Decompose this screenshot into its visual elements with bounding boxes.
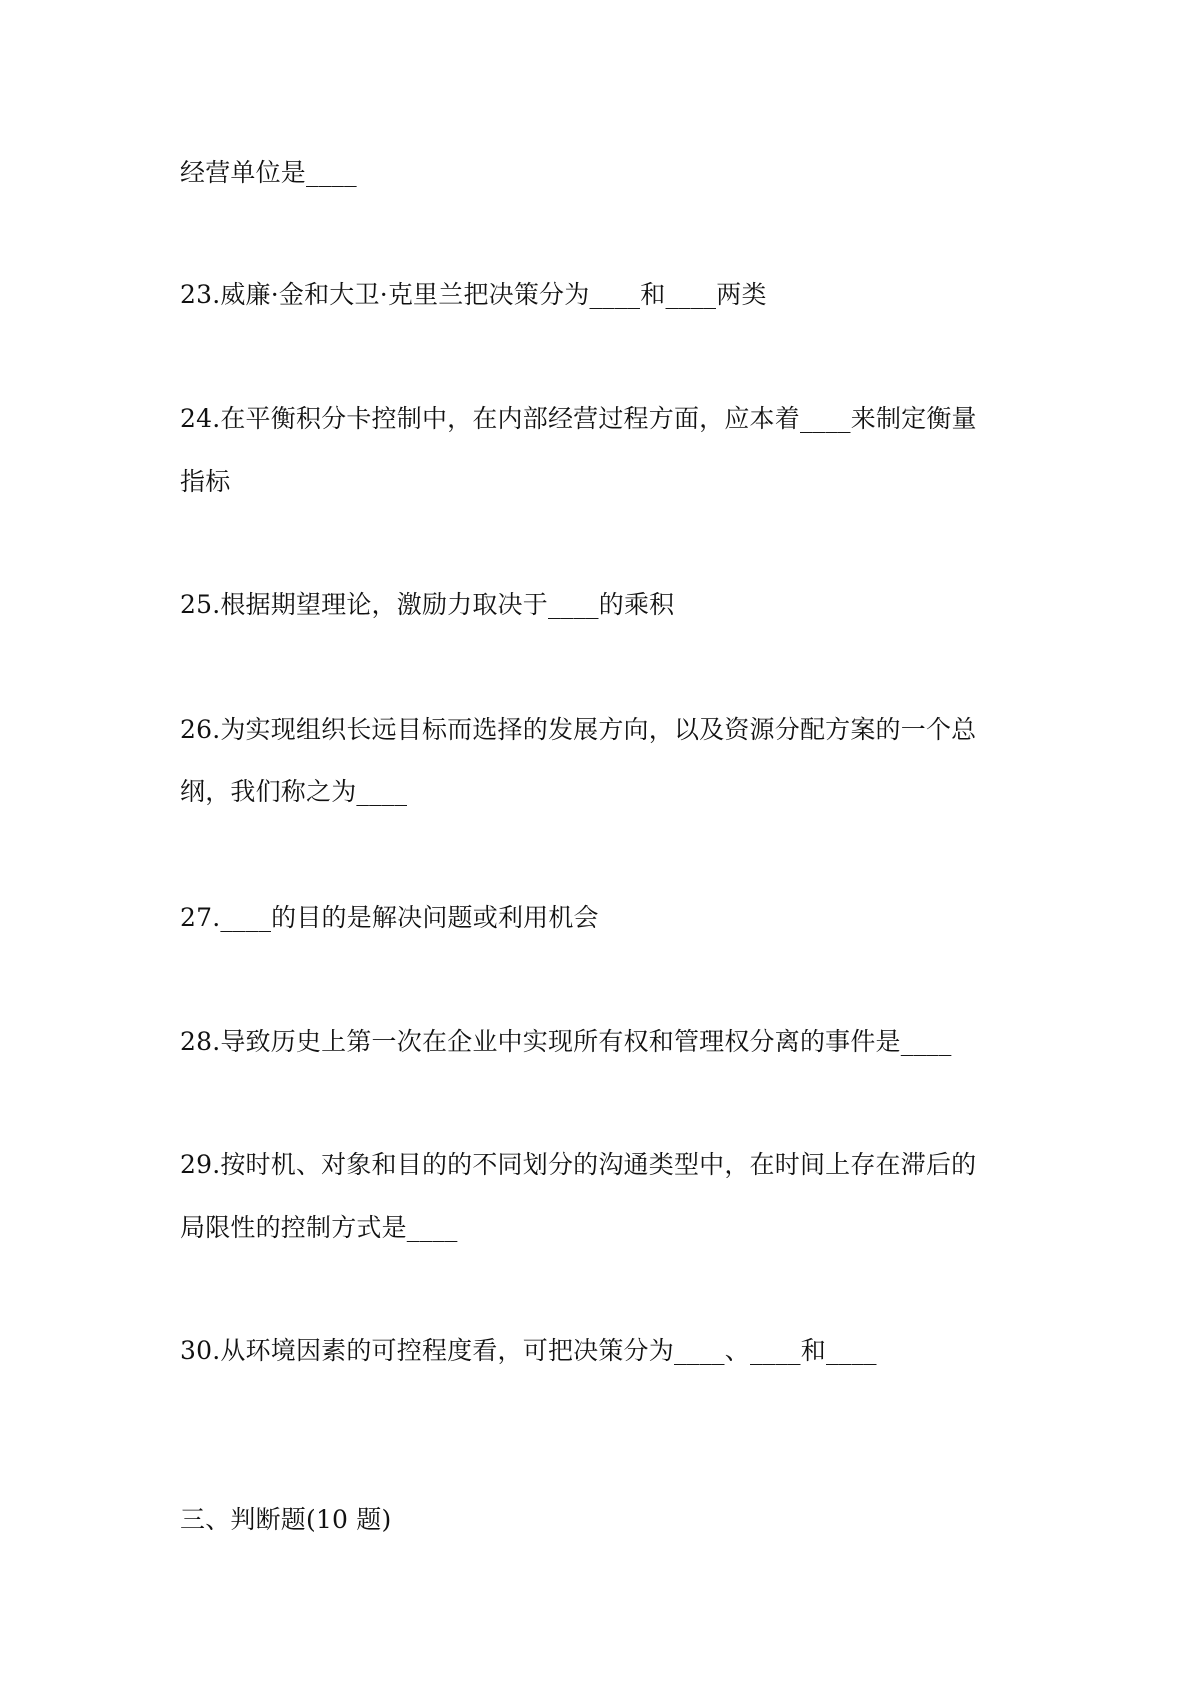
question-24: 24.在平衡积分卡控制中，在内部经营过程方面，应本着____来制定衡量 xyxy=(180,404,977,433)
question-29: 29.按时机、对象和目的的不同划分的沟通类型中，在时间上存在滞后的 xyxy=(180,1150,977,1179)
question-25: 25.根据期望理论，激励力取决于____的乘积 xyxy=(180,590,675,619)
question-30: 30.从环境因素的可控程度看，可把决策分为____、____和____ xyxy=(180,1336,877,1365)
question-22-continuation: 经营单位是____ xyxy=(180,158,357,187)
question-28: 28.导致历史上第一次在企业中实现所有权和管理权分离的事件是____ xyxy=(180,1027,952,1056)
question-26-continuation: 纲，我们称之为____ xyxy=(180,777,408,806)
question-29-continuation: 局限性的控制方式是____ xyxy=(180,1213,458,1242)
section-heading: 三、判断题(10 题) xyxy=(180,1505,392,1534)
question-27: 27.____的目的是解决问题或利用机会 xyxy=(180,903,599,932)
question-26: 26.为实现组织长远目标而选择的发展方向，以及资源分配方案的一个总 xyxy=(180,715,977,744)
question-23: 23.威廉·金和大卫·克里兰把决策分为____和____两类 xyxy=(180,280,767,309)
question-24-continuation: 指标 xyxy=(180,467,231,496)
